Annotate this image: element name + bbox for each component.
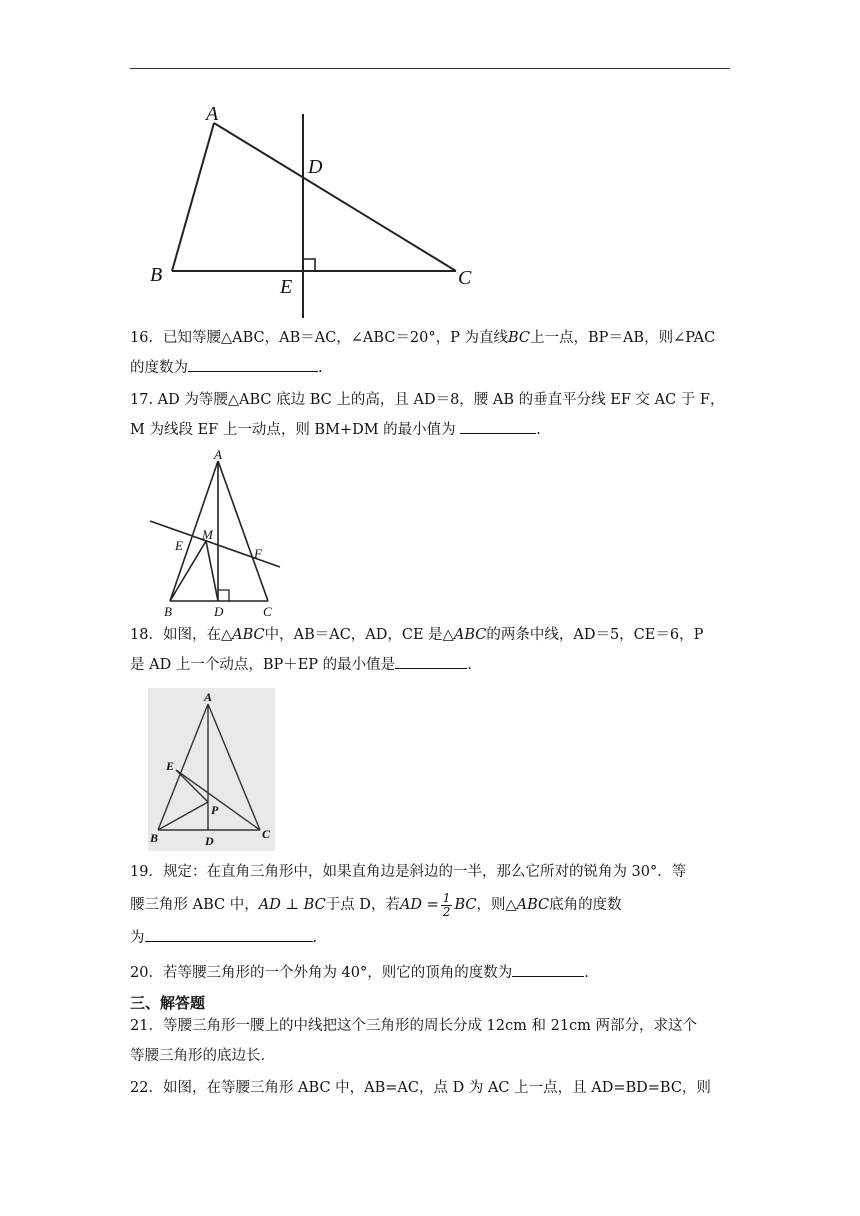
question-18-line-1: 18．如图，在△ABC中，AB＝AC，AD，CE 是△ABC的两条中线，AD＝5，CE＝6，P	[130, 627, 704, 643]
question-17	[130, 385, 734, 445]
question-18	[130, 620, 734, 680]
question-22	[130, 1073, 734, 1103]
label-d: D	[205, 834, 214, 848]
figure-triangle-medians	[148, 688, 275, 851]
question-21-line-1: 21．等腰三角形一腰上的中线把这个三角形的周长分成 12cm 和 21cm 两部分，求这个	[130, 1018, 698, 1034]
label-b: B	[164, 604, 172, 619]
label-c: C	[262, 827, 271, 841]
question-21-line-2: 等腰三角形的底边长.	[130, 1048, 266, 1064]
label-e: E	[166, 759, 175, 773]
label-e: E	[280, 276, 293, 298]
label-a: A	[214, 447, 222, 462]
label-b: B	[150, 264, 163, 286]
side-ac	[218, 461, 268, 601]
segment-md	[206, 541, 218, 601]
section-title-answer-questions: 三、解答题	[130, 994, 206, 1012]
question-18-line-2: 是 AD 上一个动点，BP＋EP 的最小值是 .	[130, 650, 734, 680]
question-16-line-1: 16．已知等腰△ABC，AB＝AC，∠ABC＝20°，P 为直线BC上一点，BP＝AB，则∠PAC	[130, 330, 716, 346]
right-angle-mark	[303, 259, 315, 271]
label-e: E	[175, 538, 183, 553]
label-a: A	[206, 103, 219, 125]
question-19	[130, 857, 734, 953]
question-17-line-2: M 为线段 EF 上一动点，则 BM+DM 的最小值为 .	[130, 415, 734, 445]
fraction-one-half: $\frac{1}{2}$	[442, 890, 451, 919]
label-a: A	[204, 690, 213, 704]
label-p: P	[211, 803, 219, 817]
question-19-line-2: 腰三角形 ABC 中，AD ⊥ BC于点 D，若AD = $\frac{1}{2}$ BC，则△ABC底角的度数	[130, 890, 622, 919]
question-16	[130, 323, 734, 383]
question-17-line-1: 17. AD 为等腰△ABC 底边 BC 上的高，且 AD＝8，腰 AB 的垂直平分线 EF 交 AC 于 F，	[130, 392, 725, 408]
question-20-line-1: 20．若等腰三角形的一个外角为 40°，则它的顶角的度数为 .	[130, 958, 734, 988]
label-b: B	[150, 831, 159, 845]
side-ab	[172, 123, 214, 271]
answer-blank[interactable]	[460, 415, 536, 434]
label-c: C	[458, 267, 472, 289]
answer-blank[interactable]	[512, 958, 584, 977]
answer-blank[interactable]	[395, 650, 467, 669]
figure-isosceles-perpendicular-bisector	[140, 445, 290, 620]
label-f: F	[254, 546, 262, 561]
side-ac	[214, 123, 456, 271]
header-rule	[130, 68, 730, 69]
question-19-line-1: 19．规定：在直角三角形中，如果直角边是斜边的一半，那么它所对的锐角为 30°．等	[130, 864, 687, 880]
question-16-line-2: 的度数为 .	[130, 353, 734, 383]
question-19-line-3: 为 .	[130, 923, 734, 953]
answer-blank[interactable]	[145, 923, 313, 942]
label-m: M	[202, 527, 213, 542]
answer-blank[interactable]	[188, 353, 318, 372]
label-d: D	[308, 156, 323, 178]
question-21	[130, 1011, 734, 1071]
label-c: C	[263, 604, 272, 619]
label-d: D	[214, 604, 224, 619]
question-22-line-1: 22．如图，在等腰三角形 ABC 中，AB=AC，点 D 为 AC 上一点，且 AD=BD=BC，则	[130, 1080, 711, 1096]
figure-triangle-abc-perpendicular	[140, 98, 490, 323]
right-angle-mark	[218, 590, 229, 601]
question-20	[130, 958, 734, 988]
